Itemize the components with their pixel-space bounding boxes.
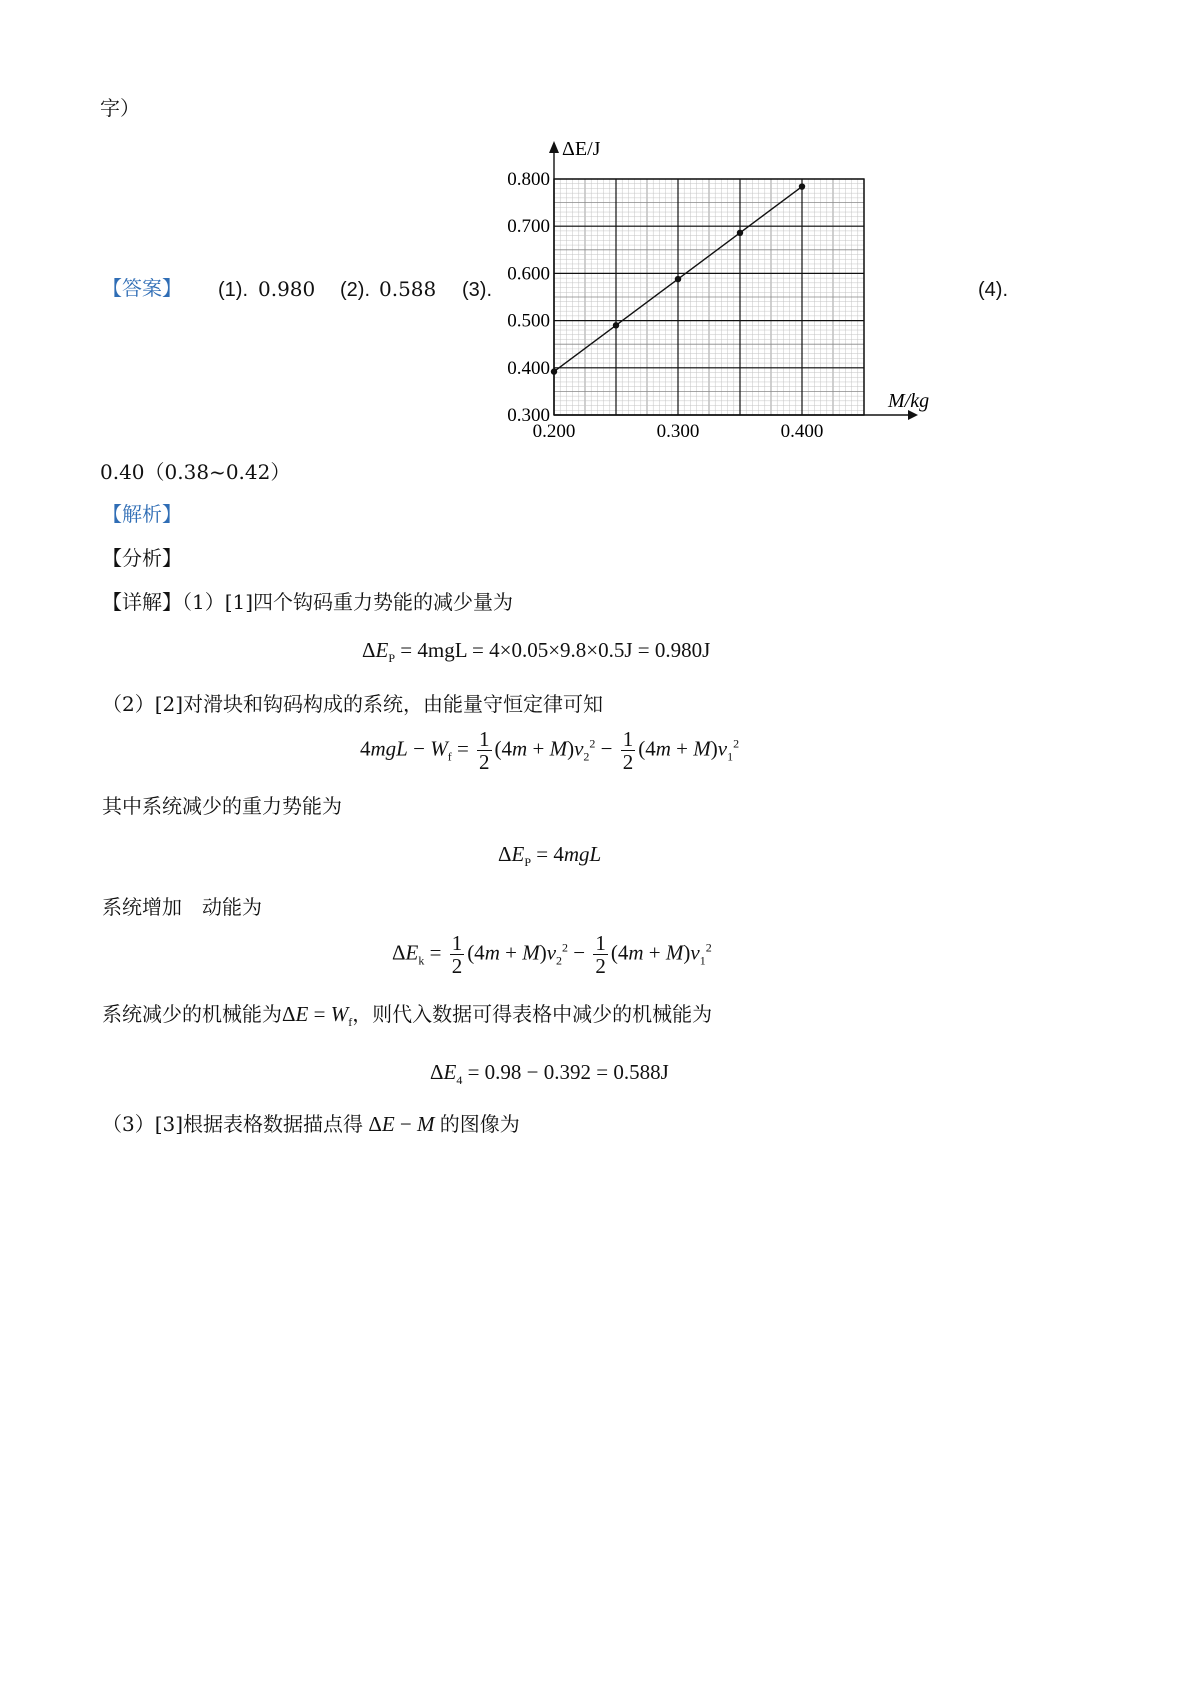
equation-kinetic-increase: $\Delta E_k$ = $\frac{1}{2}$ $(4m + M)v_2^2$ − $\frac{1}{2}$ $(4m + M)v_1^2$ (392, 931, 712, 978)
y-tick-label: 0.600 (507, 263, 550, 285)
data-point (799, 183, 805, 189)
detail-label: 【详解】 (102, 590, 182, 614)
y-tick-label: 0.400 (507, 357, 550, 379)
axes (549, 141, 918, 420)
detail-paragraph-6: （3）[3]根据表格数据描点得 ΔE − M 的图像为 (102, 1112, 520, 1136)
y-tick-label: 0.500 (507, 310, 550, 332)
equation-energy-conservation: $4mgL - W_f$ = $\frac{1}{2}$ $(4m + M)v_2^2$ − $\frac{1}{2}$ $(4m + M)v_1^2$ (360, 727, 740, 774)
analysis-label: 【解析】 (102, 502, 182, 526)
answer-item3-number: (3). (462, 279, 492, 301)
answer-label: 【答案】 (102, 276, 182, 300)
detail-paragraph-4: 系统增加 动能为 (102, 895, 262, 919)
equation-5-rhs: = 0.98 − 0.392 = 0.588J (467, 1060, 669, 1084)
answer-item1-number: (1). (218, 279, 248, 301)
data-point (613, 322, 619, 328)
detail-text-5b: ，则代入数据可得表格中减少的机械能为 (352, 1002, 713, 1026)
detail-text-6b: 的图像为 (439, 1112, 520, 1136)
fenxi-label: 【分析】 (102, 546, 182, 570)
detail-text-1: （1）[1]四个钩码重力势能的减少量为 (182, 590, 514, 614)
top-fragment: 字） (100, 96, 140, 120)
fine-grid (554, 179, 864, 415)
y-tick-label: 0.700 (507, 216, 550, 238)
equation-potential-decrease: $\Delta E_P = 4mgL$ (498, 842, 602, 870)
x-tick-label: 0.200 (532, 421, 576, 442)
x-tick-label: 0.400 (780, 421, 824, 442)
answer-item2-value: 0.588 (379, 277, 437, 301)
answer-item4-number: (4). (978, 279, 1008, 301)
detail-paragraph-3: 其中系统减少的重力势能为 (102, 794, 342, 818)
detail-paragraph-2: （2）[2]对滑块和钩码构成的系统，由能量守恒定律可知 (102, 692, 604, 716)
answer-item4-value: 0.40（0.38~0.42） (100, 460, 291, 484)
x-tick-label: 0.300 (656, 421, 700, 442)
x-axis-label: M/kg (888, 390, 930, 412)
detail-text-6a: （3）[3]根据表格数据描点得 (102, 1112, 364, 1136)
data-point (675, 276, 681, 282)
equation-mechanical-loss: $\Delta E_4 = 0.98 - 0.392 = 0.588J$ (430, 1060, 669, 1088)
detail-text-5a: 系统减少的机械能为 (102, 1002, 282, 1026)
detail-paragraph-1 (102, 590, 513, 614)
y-tick-label: 0.800 (507, 169, 550, 190)
equation-potential-energy: $\Delta E_P = 4mgL = 4\times 0.05\times 9.8\times 0.5J = 0.980J$ (362, 638, 711, 666)
data-point (551, 368, 557, 374)
y-tick-label: 0.300 (507, 405, 550, 426)
y-axis-label: ΔE/J (562, 138, 601, 160)
detail-paragraph-5: 系统减少的机械能为$\Delta E = W_f$，则代入数据可得表格中减少的机械能为 (102, 1002, 713, 1030)
answer-item2-number: (2). (340, 279, 370, 301)
answer-item1-value: 0.980 (258, 277, 316, 301)
delta-e-vs-mass-chart (490, 135, 950, 445)
data-point (737, 230, 743, 236)
equation-1-rhs: = 4mgL = 4×0.05×9.8×0.5J = 0.980J (400, 638, 711, 662)
y-axis-arrow (549, 141, 559, 153)
